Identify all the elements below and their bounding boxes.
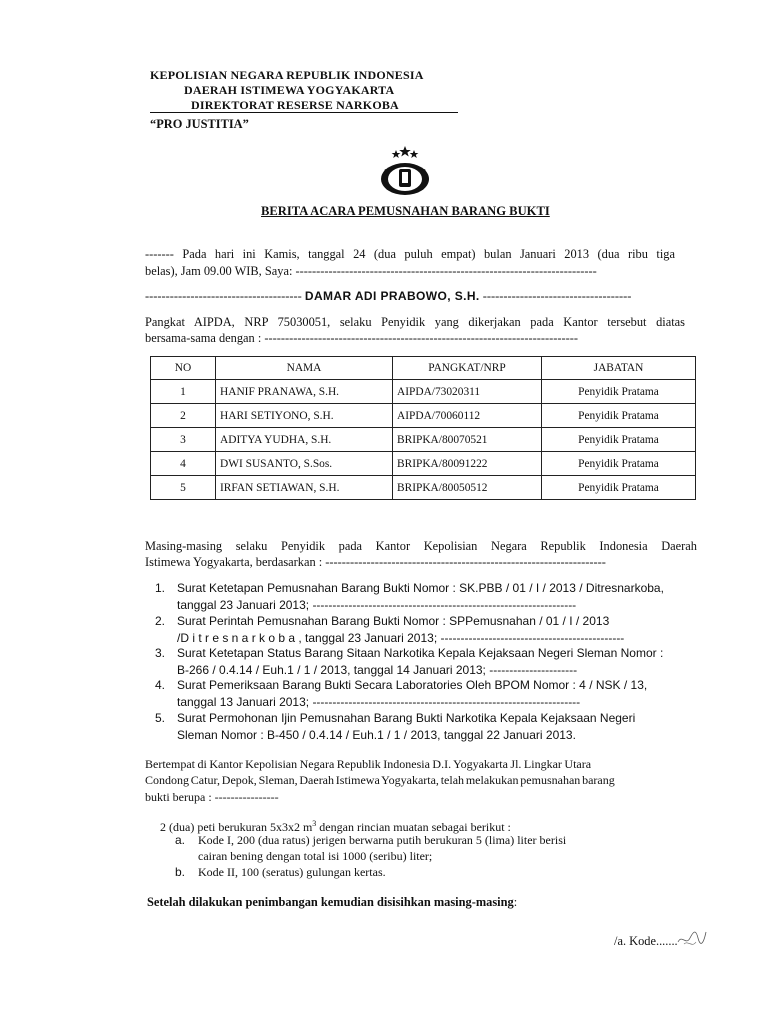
location-line-3: bukti berupa : ---------------- bbox=[145, 790, 279, 804]
officer-dashes-left: -------------------------------------- bbox=[145, 289, 302, 303]
row-no: 5 bbox=[151, 476, 216, 500]
list-number: 2. bbox=[155, 614, 166, 628]
table-header-row bbox=[151, 357, 696, 380]
basis-line-2: Istimewa Yogyakarta, berdasarkan : -------------------------------------------------------------------- bbox=[145, 555, 606, 569]
list-text-line-2: /D i t r e s n a r k o b a , tanggal 23 Januari 2013; ---------------------------------------------- bbox=[177, 631, 625, 645]
officer-name: DAMAR ADI PRABOWO, S.H. bbox=[304, 289, 480, 303]
table-header-jabatan: JABATAN bbox=[542, 357, 696, 380]
closing-text: Setelah dilakukan penimbangan kemudian disisihkan masing-masing bbox=[147, 895, 514, 909]
row-jabatan: Penyidik Pratama bbox=[542, 404, 696, 428]
officer-dashes-right: ------------------------------------ bbox=[482, 289, 632, 303]
police-emblem-icon bbox=[378, 145, 432, 197]
header-line-3: DIREKTORAT RESERSE NARKOBA bbox=[191, 98, 399, 112]
rank-line-2: bersama-sama dengan : ---------------------------------------------------------------------------- bbox=[145, 331, 578, 345]
header-line-2: DAERAH ISTIMEWA YOGYAKARTA bbox=[184, 83, 395, 97]
list-text-line-2: tanggal 23 Januari 2013; ------------------------------------------------------------------ bbox=[177, 598, 577, 612]
closing-colon: : bbox=[513, 895, 518, 909]
list-number: 3. bbox=[155, 646, 166, 660]
row-pangkat: AIPDA/70060112 bbox=[393, 404, 542, 428]
list-text-line-1: Surat Ketetapan Status Barang Sitaan Narkotika Kepala Kejaksaan Negeri Sleman Nomor : bbox=[177, 646, 664, 660]
table-row bbox=[151, 380, 696, 404]
row-jabatan: Penyidik Pratama bbox=[542, 428, 696, 452]
goods-intro-text: 2 (dua) peti berukuran 5x3x2 m bbox=[160, 820, 313, 834]
list-text-line-1: Surat Pemeriksaan Barang Bukti Secara Laboratories Oleh BPOM Nomor : 4 / NSK / 13, bbox=[177, 678, 648, 692]
list-number: 5. bbox=[155, 711, 166, 725]
header-underline bbox=[150, 112, 458, 113]
officer-line bbox=[145, 289, 690, 304]
row-pangkat: BRIPKA/80050512 bbox=[393, 476, 542, 500]
row-nama: DWI SUSANTO, S.Sos. bbox=[216, 452, 393, 476]
location-line-2: Condong Catur, Depok, Sleman, Daerah Istimewa Yogyakarta, telah melakukan pemusnahan barang bbox=[145, 773, 615, 787]
row-nama: IRFAN SETIAWAN, S.H. bbox=[216, 476, 393, 500]
row-pangkat: AIPDA/73020311 bbox=[393, 380, 542, 404]
list-text-line-2: Sleman Nomor : B-450 / 0.4.14 / Euh.1 / 1 / 2013, tanggal 22 Januari 2013. bbox=[177, 728, 576, 742]
row-pangkat: BRIPKA/80091222 bbox=[393, 452, 542, 476]
document-title: BERITA ACARA PEMUSNAHAN BARANG BUKTI bbox=[261, 204, 550, 218]
goods-item-line-1: Kode I, 200 (dua ratus) jerigen berwarna putih berukuran 5 (lima) liter berisi bbox=[198, 833, 567, 847]
basis-line-1: Masing-masing selaku Penyidik pada Kantor Kepolisian Negara Republik Indonesia Daerah bbox=[145, 539, 697, 553]
table-header-no: NO bbox=[151, 357, 216, 380]
list-text-line-1: Surat Ketetapan Pemusnahan Barang Bukti Nomor : SK.PBB / 01 / I / 2013 / Ditresnarkoba, bbox=[177, 581, 664, 595]
row-nama: HARI SETIYONO, S.H. bbox=[216, 404, 393, 428]
closing-statement bbox=[147, 895, 517, 910]
row-nama: HANIF PRANAWA, S.H. bbox=[216, 380, 393, 404]
row-jabatan: Penyidik Pratama bbox=[542, 476, 696, 500]
goods-intro-text-end: dengan rincian muatan sebagai berikut : bbox=[316, 820, 511, 834]
list-text-line-2: tanggal 13 Januari 2013; ------------------------------------------------------------------- bbox=[177, 695, 581, 709]
intro-line-1: ------- Pada hari ini Kamis, tanggal 24 (dua puluh empat) bulan Januari 2013 (dua ribu tiga bbox=[145, 247, 675, 261]
row-no: 4 bbox=[151, 452, 216, 476]
rank-line-1: Pangkat AIPDA, NRP 75030051, selaku Penyidik yang dikerjakan pada Kantor tersebut diatas bbox=[145, 315, 685, 329]
intro-line-2: belas), Jam 09.00 WIB, Saya: ------------------------------------------------------------------------- bbox=[145, 264, 597, 278]
goods-item-label: a. bbox=[175, 833, 186, 847]
table-row bbox=[151, 428, 696, 452]
row-jabatan: Penyidik Pratama bbox=[542, 452, 696, 476]
goods-item-line-2: cairan bening dengan total isi 1000 (seribu) liter; bbox=[198, 849, 433, 863]
row-jabatan: Penyidik Pratama bbox=[542, 380, 696, 404]
list-text-line-2: B-266 / 0.4.14 / Euh.1 / 1 / 2013, tanggal 14 Januari 2013; ---------------------- bbox=[177, 663, 578, 677]
location-line-1: Bertempat di Kantor Kepolisian Negara Republik Indonesia D.I. Yogyakarta Jl. Lingkar Utara bbox=[145, 757, 592, 771]
list-text-line-1: Surat Permohonan Ijin Pemusnahan Barang Bukti Narkotika Kepala Kejaksaan Negeri bbox=[177, 711, 636, 725]
list-number: 1. bbox=[155, 581, 166, 595]
list-number: 4. bbox=[155, 678, 166, 692]
row-no: 2 bbox=[151, 404, 216, 428]
list-text-line-1: Surat Perintah Pemusnahan Barang Bukti Nomor : SPPemusnahan / 01 / I / 2013 bbox=[177, 614, 610, 628]
table-row bbox=[151, 452, 696, 476]
staff-table bbox=[150, 356, 696, 500]
table-header-nama: NAMA bbox=[216, 357, 393, 380]
row-no: 1 bbox=[151, 380, 216, 404]
goods-intro-superscript: 3 bbox=[312, 819, 317, 828]
header-line-1: KEPOLISIAN NEGARA REPUBLIK INDONESIA bbox=[150, 68, 424, 82]
pro-justitia: “PRO JUSTITIA” bbox=[150, 117, 249, 131]
goods-item-line-1: Kode II, 100 (seratus) gulungan kertas. bbox=[198, 865, 386, 879]
goods-item-label: b. bbox=[175, 865, 186, 879]
row-no: 3 bbox=[151, 428, 216, 452]
row-pangkat: BRIPKA/80070521 bbox=[393, 428, 542, 452]
table-header-pangkat: PANGKAT/NRP bbox=[393, 357, 542, 380]
table-row bbox=[151, 404, 696, 428]
signature-scribble-icon bbox=[676, 924, 708, 950]
row-nama: ADITYA YUDHA, S.H. bbox=[216, 428, 393, 452]
continuation-text: /a. Kode....... bbox=[614, 934, 678, 948]
table-row bbox=[151, 476, 696, 500]
